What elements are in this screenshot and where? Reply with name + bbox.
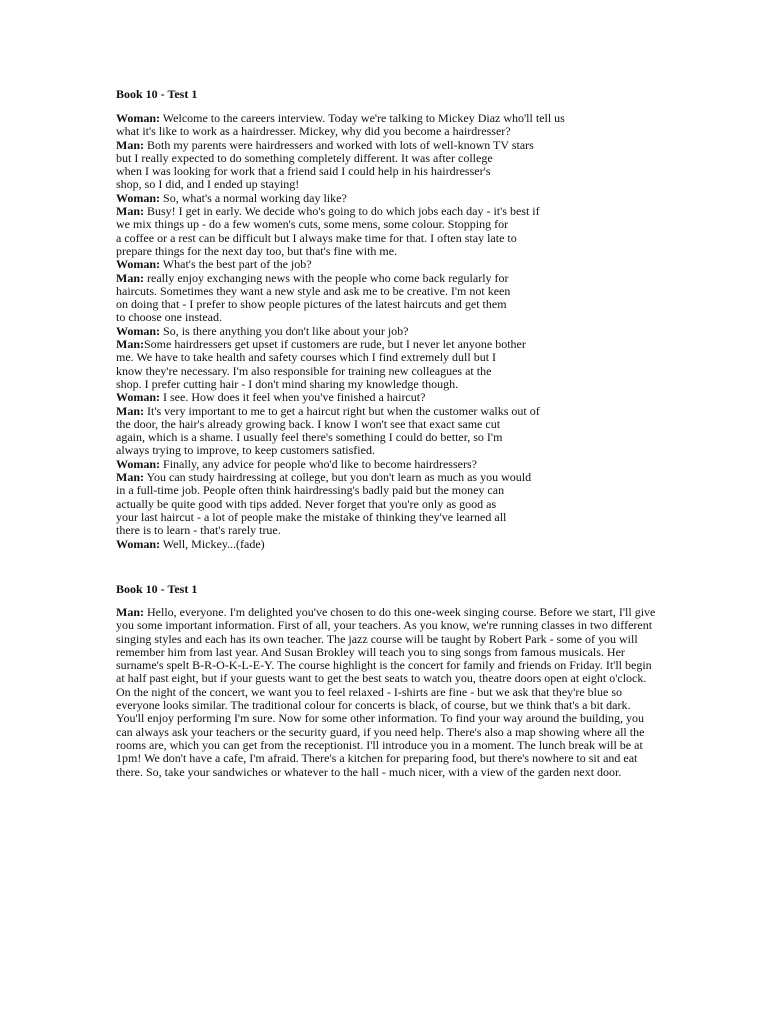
dialogue-line [116,232,565,245]
dialogue-text: but I really expected to do something completely different. It was after college [116,150,493,165]
dialogue-line [116,484,565,497]
speaker-label: Woman: [116,456,161,471]
dialogue-line [116,498,565,511]
dialogue-line [116,391,565,404]
dialogue-line [116,311,565,324]
dialogue-text: Both my parents were hairdressers and worked with lots of well-known TV stars [144,137,534,152]
speaker-label: Man: [116,270,144,285]
monologue-text: Hello, everyone. I'm delighted you've chosen to do this one-week singing course. Before we start, I'll give you some important information. First of all, your teachers. As you know, we're running classes in two different singing styles and each has its own teacher. The jazz course will be taught by Robert Park - some of you will remember him from last year. And Susan Brokley will teach you to sing songs from famous musicals. Her surname's spelt B-R-O-K-L-E-Y. The course highlight is the concert for family and friends on Friday. It'll begin at half past eight, but if your guests want to get the best seats to watch you, theatre doors open at eight o'clock. On the night of the concert, we want you to feel relaxed - I-shirts are fine - but we ask that they're blue so everyone looks similar. The traditional colour for concerts is black, of course, but we think that's a bit dark. You'll enjoy performing I'm sure. Now for some other information. To find your way around the building, you can always ask your teachers or the security guard, if you need help. There's also a map showing where all the rooms are, which you can get from the receptionist. I'll introduce you in a moment. The lunch break will be at 1pm! We don't have a cafe, I'm afraid. There's a kitchen for preparing food, but there's nowhere to sit and eat there. So, take your sandwiches or whatever to the hall - much nicer, with a view of the garden next door. [116,605,656,779]
dialogue-text: Busy! I get in early. We decide who's going to do which jobs each day - it's best if [144,204,540,219]
dialogue-text: So, is there anything you don't like about your job? [160,323,409,338]
section-1-title: Book 10 - Test 1 [116,87,198,101]
dialogue-text: a coffee or a rest can be difficult but I always make time for that. I often stay late to [116,230,517,245]
dialogue-line [116,272,565,285]
dialogue-line [116,178,565,191]
dialogue-text: to choose one instead. [116,310,222,325]
dialogue-text: haircuts. Sometimes they want a new style and ask me to be creative. I'm not keen [116,283,511,298]
speaker-label: Woman: [116,190,161,205]
dialogue-line [116,205,565,218]
dialogue-block [116,112,565,551]
dialogue-line [116,471,565,484]
dialogue-text: what it's like to work as a hairdresser. Mickey, why did you become a hairdresser? [116,124,511,139]
speaker-label: Man: [116,605,144,619]
dialogue-line [116,285,565,298]
dialogue-line [116,351,565,364]
dialogue-line [116,192,565,205]
dialogue-line [116,139,565,152]
dialogue-text: when I was looking for work that a friend said I could help in his hairdresser's [116,164,491,179]
dialogue-text: the door, the hair's already growing back. I know I won't see that exact same cut [116,416,501,431]
speaker-label: Woman: [116,536,161,551]
dialogue-line [116,165,565,178]
speaker-label: Man: [116,470,144,485]
dialogue-text: Finally, any advice for people who'd like to become hairdressers? [160,456,477,471]
dialogue-text: in a full-time job. People often think hairdressing's badly paid but the money can [116,483,505,498]
transcript-section-2 [116,582,656,779]
section-2-title: Book 10 - Test 1 [116,582,198,596]
transcript-section-1 [116,87,565,551]
dialogue-line [116,325,565,338]
dialogue-text: actually be quite good with tips added. Never forget that you're only as good as [116,496,497,511]
dialogue-line [116,458,565,471]
dialogue-line [116,444,565,457]
dialogue-text: there is to learn - that's rarely true. [116,523,281,538]
dialogue-line [116,338,565,351]
dialogue-text: me. We have to take health and safety courses which I find extremely dull but I [116,350,497,365]
speaker-label: Man: [116,137,144,152]
dialogue-line [116,524,565,537]
dialogue-line [116,125,565,138]
dialogue-text: again, which is a shame. I usually feel there's something I could do better, so I'm [116,430,503,445]
dialogue-text: your last haircut - a lot of people make the mistake of thinking they've learned all [116,509,507,524]
speaker-label: Man: [116,204,144,219]
speaker-label: Man: [116,403,144,418]
dialogue-text: I see. How does it feel when you've finished a haircut? [160,390,426,405]
dialogue-line [116,245,565,258]
dialogue-line [116,538,565,551]
dialogue-text: on doing that - I prefer to show people pictures of the latest haircuts and get them [116,297,507,312]
dialogue-text: Some hairdressers get upset if customers are rude, but I never let anyone bother [144,337,526,352]
speaker-label: Man: [116,337,144,352]
dialogue-text: It's very important to me to get a haircut right but when the customer walks out of [144,403,540,418]
dialogue-line [116,152,565,165]
dialogue-text: really enjoy exchanging news with the people who come back regularly for [144,270,509,285]
dialogue-text: Well, Mickey...(fade) [160,536,265,551]
monologue-paragraph [116,606,656,779]
speaker-label: Woman: [116,111,161,125]
dialogue-text: shop, so I did, and I ended up staying! [116,177,300,192]
speaker-label: Woman: [116,323,161,338]
dialogue-line [116,112,565,125]
speaker-label: Woman: [116,257,161,272]
dialogue-line [116,418,565,431]
dialogue-line [116,365,565,378]
dialogue-line [116,258,565,271]
speaker-label: Woman: [116,390,161,405]
dialogue-line [116,431,565,444]
dialogue-text: What's the best part of the job? [160,257,312,272]
dialogue-line [116,218,565,231]
dialogue-line [116,378,565,391]
dialogue-text: always trying to improve, to keep customers satisfied. [116,443,375,458]
dialogue-text: So, what's a normal working day like? [160,190,347,205]
dialogue-text: we mix things up - do a few women's cuts, some mens, some colour. Stopping for [116,217,509,232]
dialogue-text: shop. I prefer cutting hair - I don't mind sharing my knowledge though. [116,376,459,391]
dialogue-line [116,405,565,418]
dialogue-line [116,511,565,524]
dialogue-text: You can study hairdressing at college, but you don't learn as much as you would [144,470,532,485]
dialogue-text: prepare things for the next day too, but that's fine with me. [116,243,398,258]
dialogue-text: Welcome to the careers interview. Today we're talking to Mickey Diaz who'll tell us [160,111,565,125]
dialogue-text: know they're necessary. I'm also responsible for training new colleagues at the [116,363,492,378]
dialogue-line [116,298,565,311]
